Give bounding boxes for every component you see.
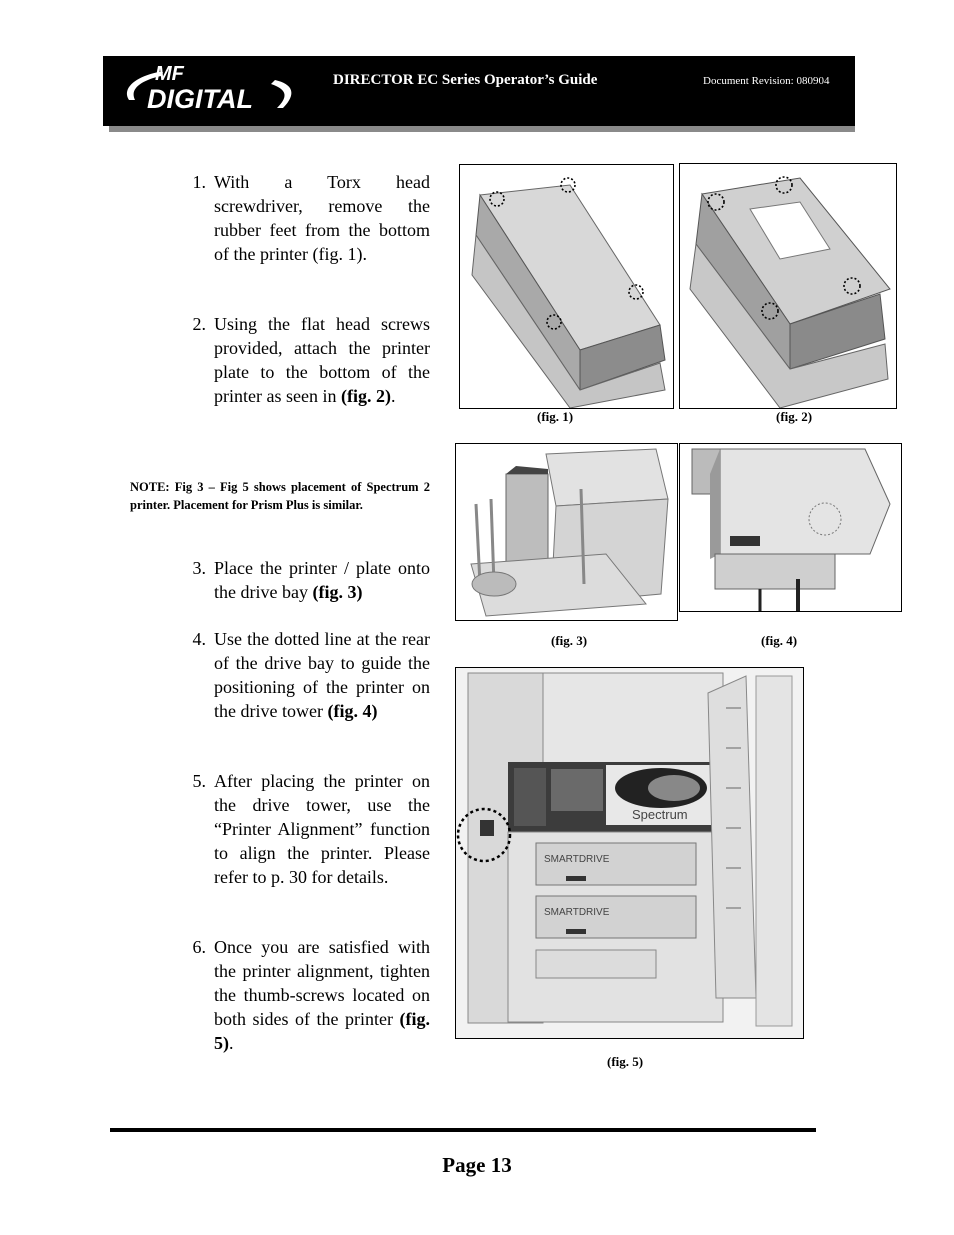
- step-number: 4.: [192, 629, 206, 649]
- step-number: 3.: [192, 558, 206, 578]
- figure-4-caption: (fig. 4): [761, 633, 798, 648]
- step-text: Using the flat head screws provided, attach the printer plate to the bottom of the printer as seen in (fig. 2).: [214, 314, 430, 406]
- document-revision: Document Revision: 080904: [703, 75, 830, 87]
- figure-1-caption: (fig. 1): [537, 409, 574, 424]
- figure-3-caption: (fig. 3): [551, 633, 588, 648]
- document-title: DIRECTOR EC Series Operator’s Guide: [333, 72, 598, 88]
- step-text: Use the dotted line at the rear of the drive bay to guide the positioning of the printer on the drive tower (fig. 4): [214, 629, 430, 721]
- figure-1-photo: [459, 164, 674, 409]
- figure-5-caption: (fig. 5): [607, 1054, 644, 1069]
- steps-list: [180, 170, 430, 1080]
- footer-rule: [110, 1128, 816, 1132]
- figure-4-photo: [679, 443, 902, 612]
- figure-2-caption: (fig. 2): [776, 409, 813, 424]
- figure-2-photo: [679, 163, 897, 409]
- step-text: Place the printer / plate onto the drive bay (fig. 3): [214, 558, 430, 602]
- step-text: With a Torx head screwdriver, remove the rubber feet from the bottom of the printer (fig. 1).: [214, 172, 430, 264]
- figure-3-photo: [455, 443, 678, 621]
- svg-text:Spectrum: Spectrum: [632, 807, 688, 822]
- step-text: After placing the printer on the drive tower, use the “Printer Alignment” function to align the printer. Please refer to p. 30 for details.: [214, 771, 430, 887]
- step-number: 2.: [192, 314, 206, 334]
- placement-note: NOTE: Fig 3 – Fig 5 shows placement of Spectrum 2 printer. Placement for Prism Plus is similar.: [130, 480, 430, 512]
- mf-digital-logo: [107, 58, 307, 124]
- step-number: 1.: [192, 172, 206, 192]
- step-number: 6.: [192, 937, 206, 957]
- page-number: Page 13: [442, 1153, 512, 1177]
- figure-5-photo: [455, 667, 804, 1039]
- svg-text:MF: MF: [155, 63, 184, 85]
- step-text: Once you are satisfied with the printer alignment, tighten the thumb-screws located on both sides of the printer (fig. 5).: [214, 937, 430, 1053]
- svg-text:SMARTDRIVE: SMARTDRIVE: [544, 854, 610, 865]
- step-number: 5.: [192, 771, 206, 791]
- svg-text:DIGITAL: DIGITAL: [147, 84, 253, 114]
- svg-text:SMARTDRIVE: SMARTDRIVE: [544, 907, 610, 918]
